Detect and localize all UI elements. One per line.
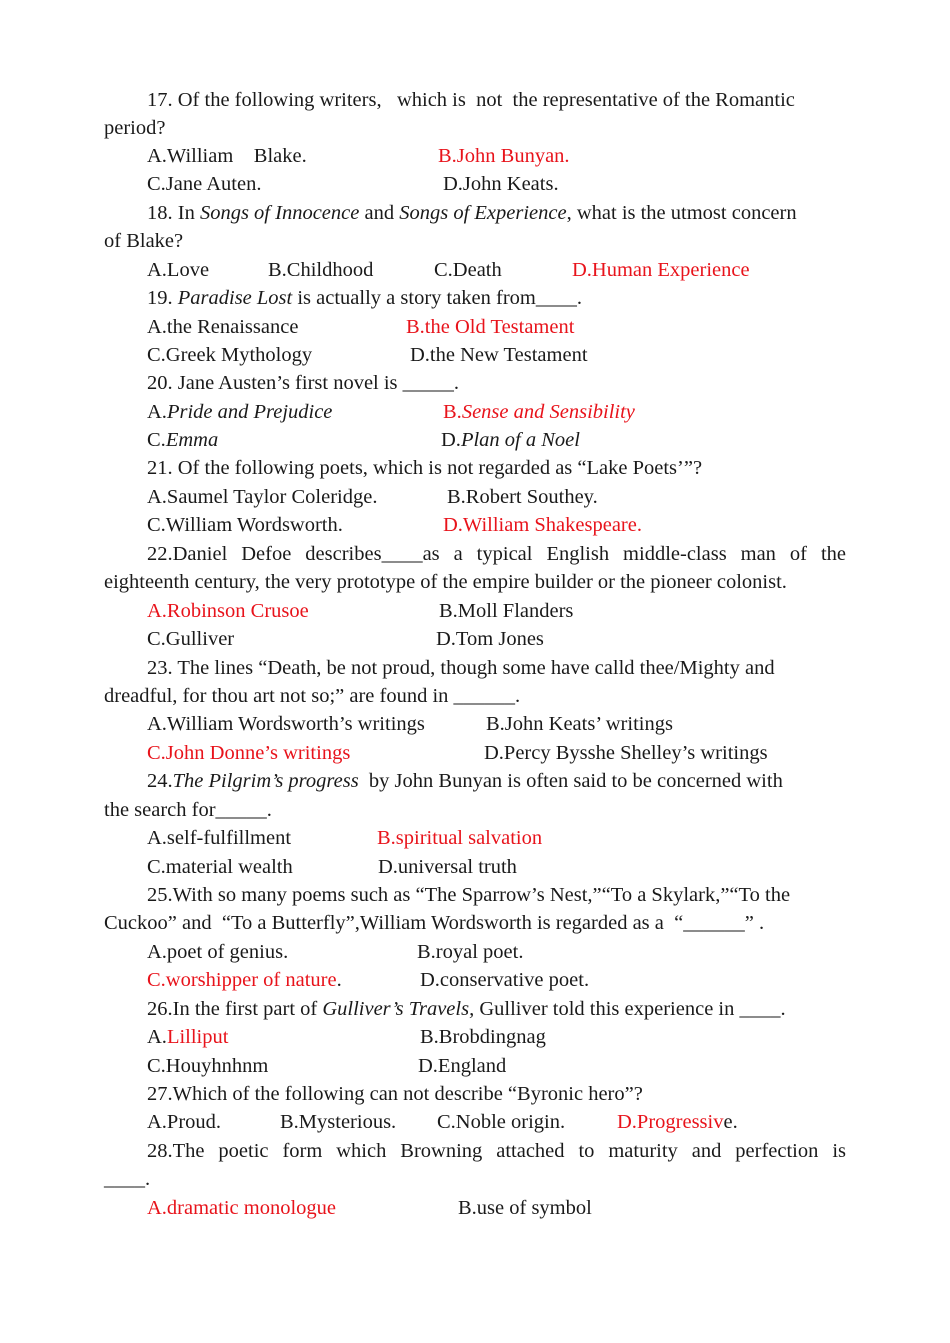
question-25-stem-cont: Cuckoo” and “To a Butterfly”,William Wordsworth is regarded as a “______” . [104, 912, 765, 934]
q25-option-d: D.conservative poet. [420, 969, 590, 991]
q21-option-d-answer: D.William Shakespeare. [443, 514, 642, 536]
q17-option-c: C.Jane Auten. [147, 173, 262, 195]
q25-option-a: A.poet of genius. [147, 941, 289, 963]
q27-option-d-answer: D.Progressive. [617, 1111, 738, 1133]
q19-option-a: A.the Renaissance [147, 316, 299, 338]
q22-option-c: C.Gulliver [147, 628, 235, 650]
q23-option-d: D.Percy Bysshe Shelley’s writings [484, 742, 768, 764]
question-20-stem: 20. Jane Austen’s first novel is _____. [147, 372, 460, 394]
question-23-stem-cont: dreadful, for thou art not so;” are found in ______. [104, 685, 521, 707]
q20-option-d: D.Plan of a Noel [441, 429, 580, 451]
q18-option-b: B.Childhood [268, 259, 374, 281]
question-19-stem: 19. Paradise Lost is actually a story taken from____. [147, 287, 583, 309]
q23-option-a: A.William Wordsworth’s writings [147, 713, 425, 735]
q22-option-b: B.Moll Flanders [439, 600, 574, 622]
question-26-stem: 26.In the first part of Gulliver’s Travels, Gulliver told this experience in ____. [147, 998, 786, 1020]
q18-option-d-answer: D.Human Experience [572, 259, 750, 281]
question-22-stem: 22.Daniel Defoe describes____as a typical English middle-class man of the [147, 543, 846, 565]
q24-option-d: D.universal truth [378, 856, 517, 878]
question-24-stem: 24.The Pilgrim’s progress by John Bunyan is often said to be concerned with [147, 770, 783, 792]
question-23-stem: 23. The lines “Death, be not proud, though some have calld thee/Mighty and [147, 657, 775, 679]
q19-option-d: D.the New Testament [410, 344, 588, 366]
question-17-stem: 17. Of the following writers, which is not the representative of the Romantic [147, 89, 795, 111]
q26-option-d: D.England [418, 1055, 507, 1077]
q19-option-b-answer: B.the Old Testament [406, 316, 575, 338]
q28-option-b: B.use of symbol [458, 1197, 592, 1219]
q28-option-a-answer: A.dramatic monologue [147, 1197, 337, 1219]
q17-option-d: D.John Keats. [443, 173, 559, 195]
q22-option-a-answer: A.Robinson Crusoe [147, 600, 309, 622]
q21-option-c: C.William Wordsworth. [147, 514, 343, 536]
question-18-stem-cont: of Blake? [104, 230, 184, 252]
q26-option-c: C.Houyhnhnm [147, 1055, 269, 1077]
q20-option-a: A.Pride and Prejudice [147, 401, 333, 423]
q20-option-c: C.Emma [147, 429, 219, 451]
question-25-stem: 25.With so many poems such as “The Sparrow’s Nest,”“To a Skylark,”“To the [147, 884, 791, 906]
q17-option-a: A.William Blake. [147, 145, 307, 167]
question-21-stem: 21. Of the following poets, which is not regarded as “Lake Poets’”? [147, 457, 703, 479]
q24-option-a: A.self-fulfillment [147, 827, 292, 849]
q20-option-b-answer: B.Sense and Sensibility [443, 401, 635, 423]
question-18-stem: 18. In Songs of Innocence and Songs of Experience, what is the utmost concern [147, 202, 797, 224]
q21-option-a: A.Saumel Taylor Coleridge. [147, 486, 378, 508]
q18-option-a: A.Love [147, 259, 210, 281]
q24-option-b-answer: B.spiritual salvation [377, 827, 543, 849]
q25-option-c-answer: C.worshipper of nature. [147, 969, 342, 991]
question-17-stem-cont: period? [104, 117, 166, 139]
question-27-stem: 27.Which of the following can not describe “Byronic hero”? [147, 1083, 643, 1105]
q21-option-b: B.Robert Southey. [447, 486, 598, 508]
q19-option-c: C.Greek Mythology [147, 344, 313, 366]
question-22-stem-cont: eighteenth century, the very prototype of the empire builder or the pioneer colonist. [104, 571, 787, 593]
q26-option-b: B.Brobdingnag [420, 1026, 546, 1048]
q26-option-a-answer: A.Lilliput [147, 1026, 229, 1048]
q27-option-b: B.Mysterious. [280, 1111, 397, 1133]
q23-option-c-answer: C.John Donne’s writings [147, 742, 351, 764]
question-28-stem: 28.The poetic form which Browning attached to maturity and perfection is [147, 1140, 846, 1162]
q18-option-c: C.Death [434, 259, 502, 281]
q22-option-d: D.Tom Jones [436, 628, 544, 650]
q23-option-b: B.John Keats’ writings [486, 713, 673, 735]
question-24-stem-cont: the search for_____. [104, 799, 272, 821]
q27-option-a: A.Proud. [147, 1111, 222, 1133]
q24-option-c: C.material wealth [147, 856, 293, 878]
question-28-stem-cont: ____. [104, 1168, 151, 1190]
q25-option-b: B.royal poet. [417, 941, 524, 963]
q27-option-c: C.Noble origin. [437, 1111, 566, 1133]
q17-option-b-answer: B.John Bunyan. [438, 145, 570, 167]
